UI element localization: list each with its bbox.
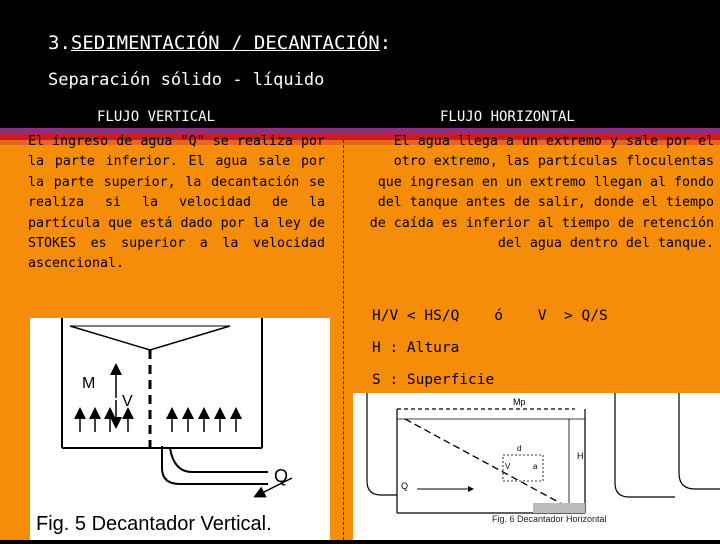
- formula-h: H : Altura: [372, 340, 460, 356]
- page-subtitle: Separación sólido - líquido: [48, 70, 325, 90]
- vertical-settler-diagram: [30, 318, 330, 540]
- vertical-settler-figure: [30, 318, 330, 540]
- upflow-arrows: [80, 410, 236, 432]
- horizontal-tank-outline: [367, 393, 720, 513]
- vertical-description: El ingreso de agua "Q" se realiza por la parte inferior. El agua sale por la parte superior, la decantación se realiza si la velocidad de la partícula que está dado por la ley de STOKES es superior a la velocidad ascencional.: [28, 134, 325, 272]
- page-title: [48, 32, 391, 54]
- formula-main: H/V < HS/Q ó V > Q/S: [372, 308, 608, 324]
- label-mp: Mp: [513, 397, 526, 407]
- title-suffix: :: [379, 32, 392, 54]
- vertical-heading: FLUJO VERTICAL: [97, 109, 216, 125]
- horizontal-description: El agua llega a un extremo y sale por el otro extremo, las partículas floculentas que ingresan en un extremo llegan al fondo del tanque antes de salir, donde el tiempo de caída es inferior al tiempo de retención del agua dentro del tanque.: [369, 134, 714, 252]
- label-d: d: [517, 444, 522, 453]
- label-m: M: [82, 375, 96, 392]
- figure6-caption: Fig. 6 Decantador Horizontal: [492, 514, 607, 524]
- header-band: [0, 0, 720, 110]
- label-v-horizontal: V: [505, 462, 511, 471]
- settling-path: [405, 419, 575, 511]
- formula-s: S : Superficie: [372, 372, 495, 388]
- column-divider: [343, 140, 344, 540]
- horizontal-heading: FLUJO HORIZONTAL: [440, 109, 575, 125]
- title-underlined: SEDIMENTACIÓN / DECANTACIÓN: [70, 32, 380, 54]
- label-h: H: [577, 451, 584, 461]
- label-v: V: [122, 393, 133, 410]
- title-prefix: 3.: [48, 32, 71, 54]
- label-q-horizontal: Q: [401, 481, 409, 491]
- label-q: Q: [274, 466, 289, 486]
- sludge-zone: [533, 503, 585, 513]
- figure5-caption: Fig. 5 Decantador Vertical.: [36, 513, 272, 535]
- inlet-pipe: [162, 446, 268, 484]
- label-a: a: [533, 462, 538, 471]
